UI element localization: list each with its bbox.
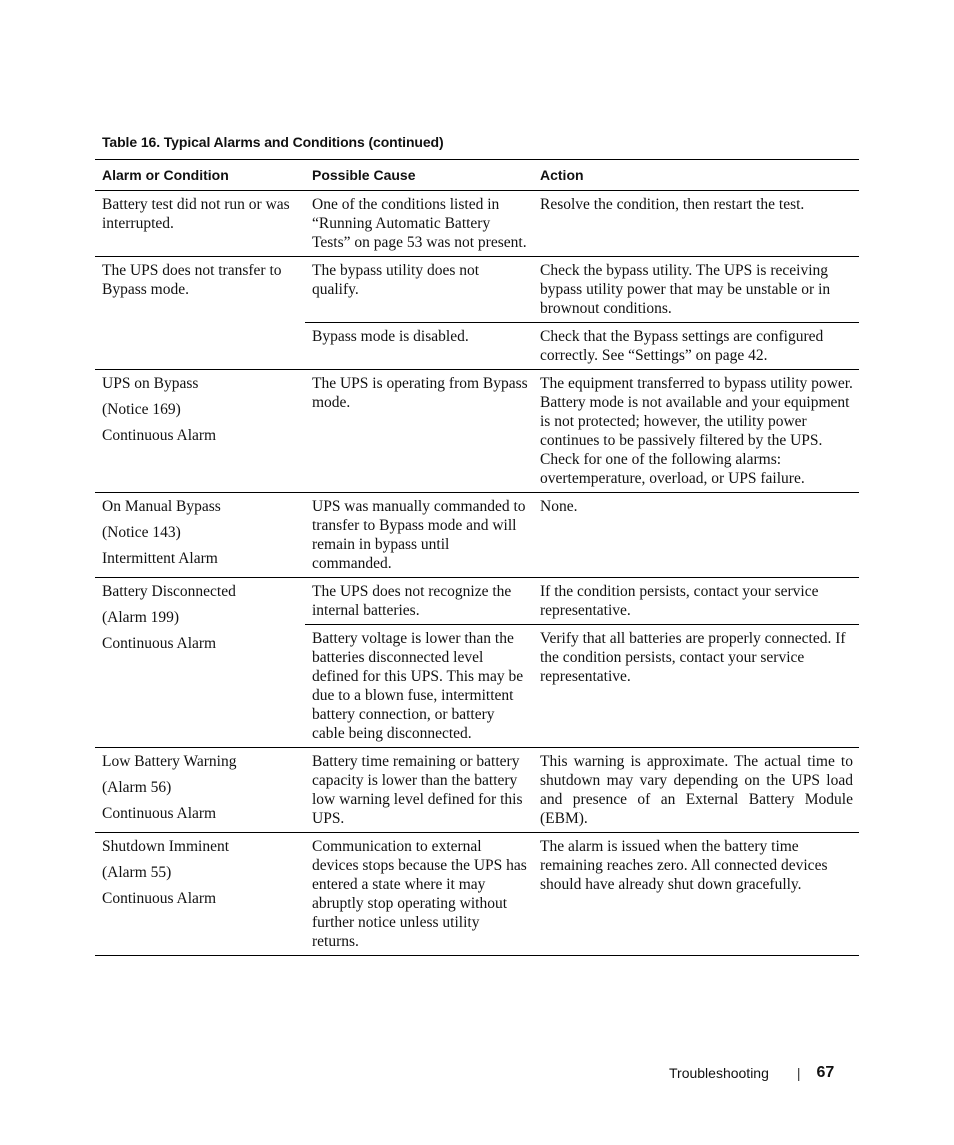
action-cell: If the condition persists, contact your service representative. [540, 583, 819, 619]
header-action: Action [540, 167, 584, 183]
alarm-line: Continuous Alarm [102, 805, 217, 822]
cause-action-group [305, 191, 859, 256]
alarm-line: Low Battery Warning [102, 753, 237, 770]
footer-separator: | [796, 1065, 801, 1081]
alarm-line: Intermittent Alarm [102, 550, 218, 567]
table-row [95, 191, 859, 257]
cause-action-pair [305, 370, 859, 492]
action-cell: None. [540, 498, 578, 515]
table-row [95, 493, 859, 578]
cause-cell: The UPS does not recognize the internal batteries. [312, 583, 512, 619]
cause-action-pair [305, 191, 859, 256]
alarm-line: Continuous Alarm [102, 427, 217, 444]
alarm-line: (Alarm 56) [102, 779, 172, 796]
cause-cell: UPS was manually commanded to transfer to Bypass mode and will remain in bypass until commanded. [312, 498, 526, 572]
alarm-line: UPS on Bypass [102, 375, 199, 392]
footer-section: Troubleshooting [669, 1065, 769, 1081]
table-row [95, 833, 859, 956]
action-cell: The equipment transferred to bypass utility power. Battery mode is not available and your equipment is not protected; however, the utility power continues to be passively filtered by the UPS. Check for one of the following alarms: overtemperature, overload, or UPS failure. [540, 375, 853, 487]
table-row [95, 370, 859, 493]
table-header-row [95, 160, 859, 191]
page-footer [669, 1064, 834, 1082]
table-row [95, 748, 859, 833]
alarm-line: Continuous Alarm [102, 635, 217, 652]
cause-cell: The bypass utility does not qualify. [312, 262, 480, 298]
table-row [95, 257, 859, 370]
alarm-cell [95, 833, 305, 955]
cause-action-pair [305, 257, 859, 322]
alarm-cell [95, 578, 305, 747]
table-body [95, 191, 859, 956]
alarm-cell [95, 257, 305, 369]
cause-cell: Bypass mode is disabled. [312, 328, 469, 345]
cause-cell: One of the conditions listed in “Running Automatic Battery Tests” on page 53 was not present. [312, 196, 527, 251]
alarm-cell [95, 748, 305, 832]
cause-cell: Battery voltage is lower than the batteries disconnected level defined for this UPS. This may be due to a blown fuse, intermittent battery connection, or battery cable being disconnected. [312, 630, 524, 742]
alarm-line: (Alarm 55) [102, 864, 172, 881]
cause-cell: Battery time remaining or battery capacity is lower than the battery low warning level defined for this UPS. [312, 753, 523, 827]
alarm-line: On Manual Bypass [102, 498, 221, 515]
cause-action-group [305, 748, 859, 832]
alarm-cell [95, 191, 305, 256]
table-caption: Table 16. Typical Alarms and Conditions (continued) [102, 134, 444, 150]
cause-cell: Communication to external devices stops because the UPS has entered a state where it may abruptly stop operating without further notice unless utility returns. [312, 838, 527, 950]
alarm-line: (Notice 143) [102, 524, 181, 541]
cause-action-group [305, 370, 859, 492]
cause-action-pair [305, 748, 859, 832]
page-number: 67 [816, 1064, 835, 1081]
cause-action-pair [305, 322, 859, 369]
action-cell: Verify that all batteries are properly connected. If the condition persists, contact your service representative. [540, 630, 846, 685]
action-cell: Check the bypass utility. The UPS is receiving bypass utility power that may be unstable or in brownout conditions. [540, 262, 831, 317]
cause-action-pair [305, 493, 859, 577]
alarm-line: Shutdown Imminent [102, 838, 230, 855]
cause-action-group [305, 578, 859, 747]
cause-cell: The UPS is operating from Bypass mode. [312, 375, 528, 411]
cause-action-group [305, 833, 859, 955]
cause-action-group [305, 257, 859, 369]
header-cause: Possible Cause [312, 167, 416, 183]
alarm-cell [95, 370, 305, 492]
cause-action-group [305, 493, 859, 577]
alarm-cell [95, 493, 305, 577]
cause-action-pair [305, 624, 859, 747]
alarm-line: Battery test did not run or was interrupted. [102, 196, 290, 232]
action-cell: Check that the Bypass settings are configured correctly. See “Settings” on page 42. [540, 328, 824, 364]
alarm-line: Continuous Alarm [102, 890, 217, 907]
action-cell: Resolve the condition, then restart the test. [540, 196, 805, 213]
header-alarm: Alarm or Condition [102, 167, 229, 183]
alarm-line: Battery Disconnected [102, 583, 236, 600]
alarm-line: (Notice 169) [102, 401, 181, 418]
cause-action-pair [305, 578, 859, 624]
cause-action-pair [305, 833, 859, 955]
action-cell: The alarm is issued when the battery time remaining reaches zero. All connected devices should have already shut down gracefully. [540, 838, 828, 893]
alarm-line: The UPS does not transfer to Bypass mode. [102, 262, 282, 298]
alarm-line: (Alarm 199) [102, 609, 180, 626]
table-row [95, 578, 859, 748]
alarms-table [95, 159, 859, 956]
action-cell: This warning is approximate. The actual time to shutdown may vary depending on the UPS load and presence of an External Battery Module (EBM). [540, 753, 853, 827]
